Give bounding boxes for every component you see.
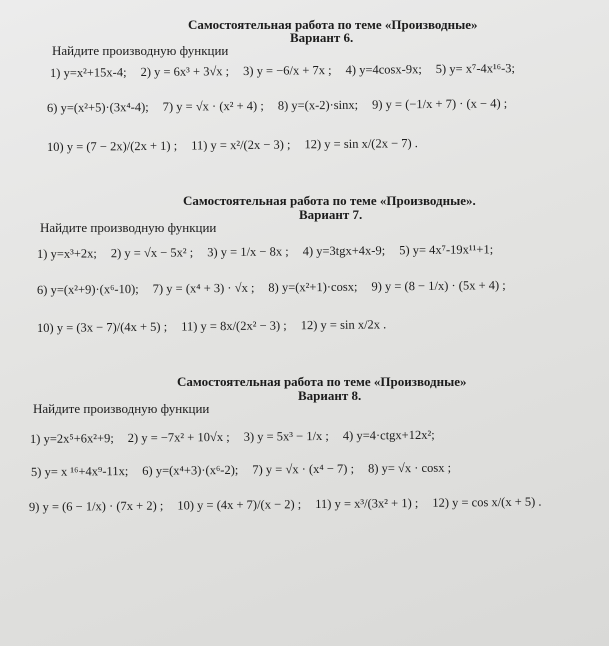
task-item: 5) y= x ¹⁶+4x⁹-11x;: [30, 463, 129, 479]
variant-6-row-2: [47, 96, 521, 116]
task-item: 5) y= 4x⁷-19x¹¹+1;: [399, 242, 494, 258]
task-item: 6) y=(x²+9)·(x⁶-10);: [36, 281, 139, 297]
task-item: 2) y = −7x² + 10√x ;: [127, 429, 230, 445]
task-item: 3) y = 5x³ − 1/x ;: [243, 428, 329, 444]
variant-6-row-1: [50, 61, 529, 81]
variant-7-row-3: [37, 317, 400, 336]
variant-8-instruction: Найдите производную функции: [33, 401, 210, 416]
task-item: 11) y = 8x/(2x² − 3) ;: [181, 318, 287, 334]
variant-8-title: Самостоятельная работа по теме «Производные»: [177, 374, 467, 389]
variant-6-number: Вариант 6.: [290, 30, 354, 45]
task-item: 9) y = (8 − 1/x) · (5x + 4) ;: [371, 278, 506, 294]
task-item: 6) y=(x⁴+3)·(x⁶-2);: [142, 462, 239, 478]
variant-6-instruction: Найдите производную функции: [52, 43, 229, 58]
variant-7-title: Самостоятельная работа по теме «Производные».: [183, 193, 476, 208]
task-item: 3) y = −6/x + 7x ;: [243, 63, 332, 78]
task-item: 9) y = (6 − 1/x) · (7x + 2) ;: [28, 498, 164, 514]
task-item: 2) y = 6x³ + 3√x ;: [140, 64, 230, 80]
variant-7-number: Вариант 7.: [299, 207, 363, 222]
task-item: 1) y=x²+15x-4;: [49, 65, 127, 80]
task-item: 8) y=(x²+1)·cosx;: [268, 279, 358, 295]
variant-7-instruction: Найдите производную функции: [40, 220, 217, 235]
task-item: 2) y = √x − 5x² ;: [110, 245, 194, 261]
task-item: 4) y=4·ctgx+12x²;: [342, 427, 435, 443]
task-item: 11) y = x³/(3x² + 1) ;: [315, 495, 419, 512]
task-item: 8) y=(x-2)·sinx;: [277, 97, 359, 113]
task-item: 8) y= √x · cosx ;: [367, 460, 452, 476]
task-item: 3) y = 1/x − 8x ;: [207, 244, 289, 260]
task-item: 12) y = cos x/(x + 5) .: [432, 494, 542, 510]
task-item: 11) y = x²/(2x − 3) ;: [191, 137, 291, 153]
variant-7-row-1: [37, 242, 507, 262]
task-item: 4) y=4cosx-9x;: [345, 62, 422, 77]
variant-7-row-2: [37, 278, 520, 298]
task-item: 1) y=2x⁵+6x²+9;: [29, 431, 114, 446]
task-item: 1) y=x³+2x;: [36, 246, 97, 261]
variant-8-number: Вариант 8.: [298, 388, 362, 403]
task-item: 7) y = √x · (x² + 4) ;: [162, 98, 264, 114]
variant-6-row-3: [47, 136, 432, 155]
task-item: 12) y = sin x/2x .: [300, 317, 387, 333]
task-item: 10) y = (3x − 7)/(4x + 5) ;: [36, 319, 168, 335]
variant-8-row-3: [29, 494, 556, 515]
task-item: 9) y = (−1/x + 7) · (x − 4) ;: [372, 96, 508, 112]
task-item: 5) y= x⁷-4x¹⁶-3;: [435, 61, 516, 76]
task-item: 6) y=(x²+5)·(3x⁴-4);: [46, 99, 149, 115]
task-item: 7) y = √x · (x⁴ − 7) ;: [252, 461, 355, 477]
variant-8-row-1: [30, 428, 449, 447]
variant-6-title: Самостоятельная работа по теме «Производные»: [188, 17, 478, 32]
task-item: 7) y = (x⁴ + 3) · √x ;: [152, 280, 255, 296]
task-item: 4) y=3tgx+4x-9;: [302, 243, 386, 259]
variant-8-row-2: [31, 460, 465, 480]
task-item: 10) y = (7 − 2x)/(2x + 1) ;: [46, 138, 178, 154]
task-item: 10) y = (4x + 7)/(x − 2) ;: [177, 497, 302, 513]
task-item: 12) y = sin x/(2x − 7) .: [304, 136, 418, 152]
